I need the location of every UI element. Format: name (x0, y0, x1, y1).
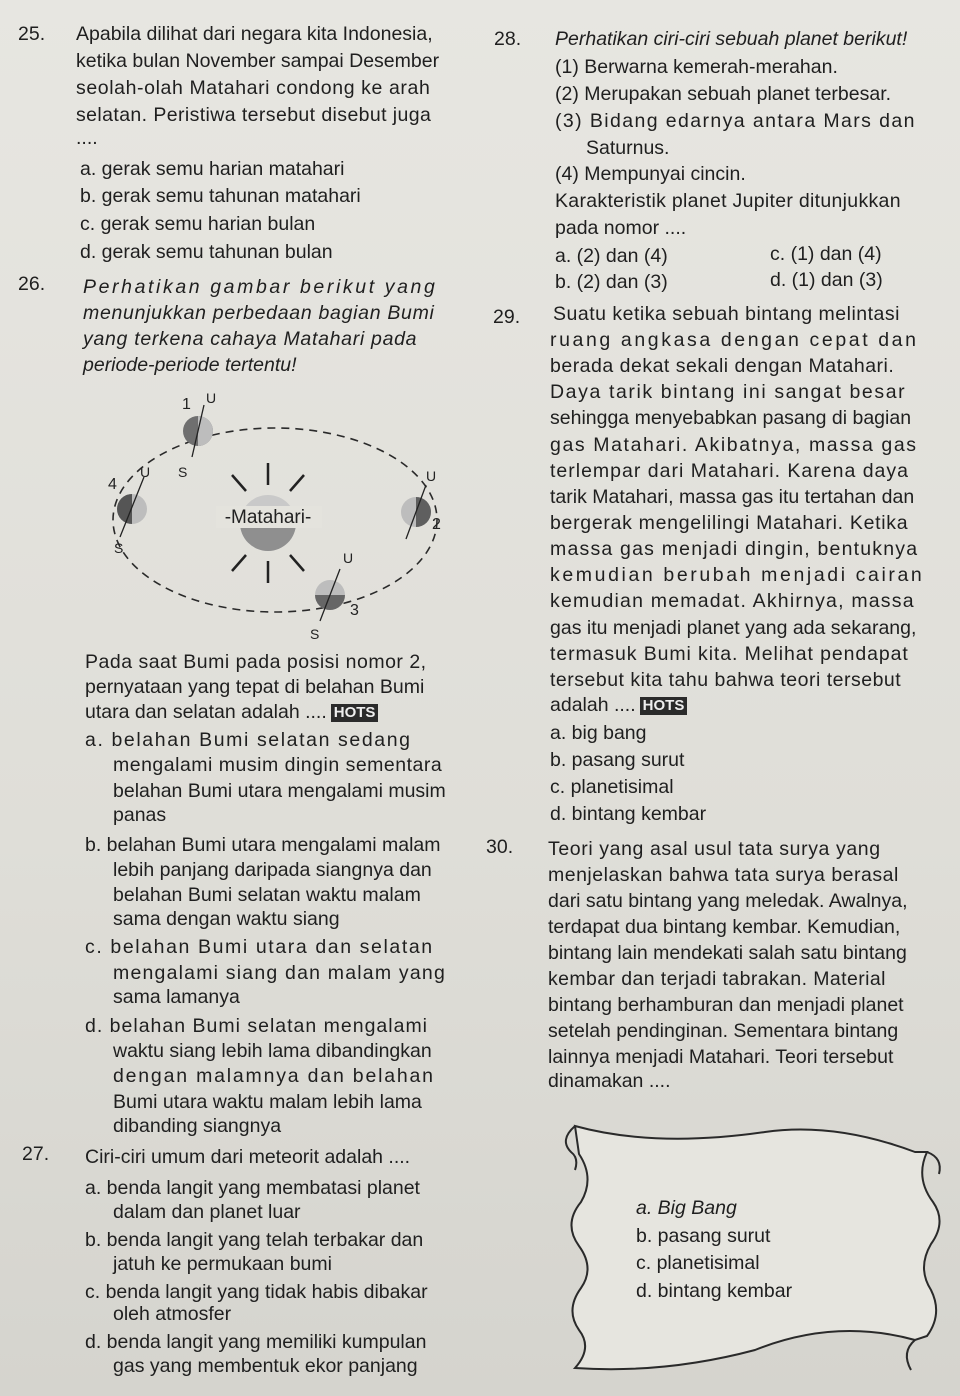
item-2: (2) Merupakan sebuah planet terbesar. (555, 83, 892, 105)
north-label: U (343, 550, 354, 566)
question-text: ruang angkasa dengan cepat dan (550, 329, 919, 351)
question-number: 29. (493, 306, 521, 328)
option-a[interactable]: a. gerak semu harian matahari (80, 158, 345, 180)
option-line: dalam dan planet luar (113, 1201, 301, 1223)
question-text: massa gas menjadi dingin, bentuknya (550, 538, 919, 560)
option-b[interactable]: b. gerak semu tahunan matahari (80, 185, 361, 207)
question-text: Daya tarik bintang ini sangat besar (550, 381, 907, 403)
south-label: S (178, 464, 188, 480)
item-3: (3) Bidang edarnya antara Mars dan (555, 110, 916, 132)
option-c[interactable]: c. (1) dan (4) (770, 243, 882, 265)
option-line: oleh atmosfer (113, 1303, 232, 1325)
option-line: belahan Bumi selatan waktu malam (113, 884, 421, 906)
earth-position-2 (401, 468, 441, 539)
option-a[interactable]: a. (2) dan (4) (555, 245, 668, 267)
position-number: 3 (350, 602, 359, 619)
option-a[interactable]: a. big bang (550, 722, 647, 744)
question-text: kemudian memadat. Akhirnya, massa (550, 590, 915, 612)
option-line: c. benda langit yang tidak habis dibakar (85, 1281, 428, 1303)
question-text (550, 693, 687, 718)
option-line: waktu siang lebih lama dibandingkan (113, 1040, 432, 1062)
option-c[interactable]: c. gerak semu harian bulan (80, 213, 316, 235)
question-text: bintang berhamburan dan menjadi planet (548, 994, 904, 1016)
option-b[interactable]: b. pasang surut (636, 1225, 771, 1247)
question-text: gas Matahari. Akibatnya, massa gas (550, 434, 918, 456)
option-line: b. benda langit yang telah terbakar dan (85, 1229, 424, 1251)
question-text-line: adalah .... (550, 694, 636, 716)
question-text: Apabila dilihat dari negara kita Indonesia, (76, 23, 433, 45)
option-b[interactable]: b. pasang surut (550, 749, 685, 771)
question-text: Karakteristik planet Jupiter ditunjukkan (555, 190, 901, 212)
question-text: Pada saat Bumi pada posisi nomor 2, (85, 651, 427, 673)
question-text: lainnya menjadi Matahari. Teori tersebut (548, 1046, 894, 1068)
earth-position-3 (310, 550, 359, 642)
question-text: termasuk Bumi kita. Melihat pendapat (550, 643, 909, 665)
north-label: U (426, 468, 437, 484)
option-line: dengan malamnya dan belahan (113, 1065, 435, 1087)
question-text: bergerak mengelilingi Matahari. Ketika (550, 512, 909, 534)
question-text: Suatu ketika sebuah bintang melintasi (553, 303, 900, 325)
question-text: selatan. Peristiwa tersebut disebut juga (76, 104, 432, 126)
option-c[interactable]: c. planetisimal (636, 1252, 760, 1274)
option-line: dibanding siangnya (113, 1115, 282, 1137)
sun-label: -Matahari- (224, 507, 312, 528)
question-text-line: utara dan selatan adalah .... (85, 701, 327, 723)
option-line: lebih panjang daripada siangnya dan (113, 859, 432, 881)
question-text: berada dekat sekali dengan Matahari. (550, 355, 895, 377)
question-text: periode-periode tertentu! (83, 354, 297, 376)
question-number: 25. (18, 23, 46, 45)
option-d[interactable]: d. gerak semu tahunan bulan (80, 241, 333, 263)
question-text: dinamakan .... (548, 1070, 671, 1092)
option-line: gas yang membentuk ekor panjang (113, 1355, 418, 1377)
option-line: a. belahan Bumi selatan sedang (85, 729, 412, 751)
option-line: mengalami siang dan malam yang (113, 962, 446, 984)
hots-badge: HOTS (640, 697, 688, 715)
earth-orbit-diagram (100, 385, 480, 650)
question-text: seolah-olah Matahari condong ke arah (76, 77, 431, 99)
question-text: yang terkena cahaya Matahari pada (83, 328, 418, 350)
option-line: d. belahan Bumi selatan mengalami (85, 1015, 429, 1037)
question-number: 26. (18, 273, 46, 295)
question-text: kembar dan terjadi tabrakan. Material (548, 968, 886, 990)
question-text: bintang lain mendekati salah satu bintang (548, 942, 907, 964)
option-a[interactable]: a. Big Bang (636, 1197, 737, 1219)
earth-position-4 (108, 464, 187, 556)
option-line: mengalami musim dingin sementara (113, 754, 443, 776)
option-line: a. benda langit yang membatasi planet (85, 1177, 420, 1199)
option-line: Bumi utara waktu malam lebih lama (113, 1091, 422, 1113)
option-line: c. belahan Bumi utara dan selatan (85, 936, 434, 958)
question-text: Ciri-ciri umum dari meteorit adalah .... (85, 1146, 411, 1168)
option-line: sama dengan waktu siang (113, 908, 340, 930)
south-label: S (310, 626, 320, 642)
option-line: d. benda langit yang memiliki kumpulan (85, 1331, 427, 1353)
question-text: gas itu menjadi planet yang ada sekarang, (550, 617, 917, 639)
item-1: (1) Berwarna kemerah-merahan. (555, 56, 838, 78)
option-line: belahan Bumi utara mengalami musim (113, 780, 446, 802)
question-text: terdapat dua bintang kembar. Kemudian, (548, 916, 901, 938)
question-text: setelah pendinginan. Sementara bintang (548, 1020, 899, 1042)
north-label: U (140, 464, 151, 480)
option-d[interactable]: d. bintang kembar (636, 1280, 793, 1302)
question-text: sehingga menyebabkan pasang di bagian (550, 407, 912, 429)
earth-position-1 (182, 390, 216, 457)
question-text: dari satu bintang yang meledak. Awalnya, (548, 890, 908, 912)
item-4: (4) Mempunyai cincin. (555, 163, 746, 185)
option-c[interactable]: c. planetisimal (550, 776, 674, 798)
position-number: 4 (108, 476, 117, 493)
position-number: 1 (182, 396, 191, 413)
option-d[interactable]: d. (1) dan (3) (770, 269, 883, 291)
item-3-continued: Saturnus. (586, 137, 670, 159)
question-text (85, 700, 378, 725)
south-label: S (114, 540, 124, 556)
option-d[interactable]: d. bintang kembar (550, 803, 707, 825)
question-text: menjelaskan bahwa tata surya berasal (548, 864, 899, 886)
question-text: terlempar dari Matahari. Karena daya (550, 460, 909, 482)
question-number: 27. (22, 1143, 50, 1165)
question-number: 30. (486, 836, 514, 858)
question-text: Teori yang asal usul tata surya yang (548, 838, 881, 860)
north-label: U (206, 390, 217, 406)
question-text: Perhatikan gambar berikut yang (83, 276, 438, 298)
question-text: tersebut kita tahu bahwa teori tersebut (550, 669, 902, 691)
position-number: 2 (432, 516, 441, 533)
question-text: kemudian berubah menjadi cairan (550, 564, 925, 586)
question-text: ketika bulan November sampai Desember (76, 50, 440, 72)
question-text: Perhatikan ciri-ciri sebuah planet berikut! (555, 28, 908, 50)
option-line: b. belahan Bumi utara mengalami malam (85, 834, 441, 856)
option-line: jatuh ke permukaan bumi (113, 1253, 332, 1275)
option-line: panas (113, 804, 167, 826)
option-b[interactable]: b. (2) dan (3) (555, 271, 668, 293)
question-number: 28. (494, 28, 522, 50)
question-text: pada nomor .... (555, 217, 687, 239)
question-text: .... (76, 127, 98, 149)
option-line: sama lamanya (113, 986, 240, 1008)
question-text: tarik Matahari, massa gas itu tertahan dan (550, 486, 915, 508)
question-text: menunjukkan perbedaan bagian Bumi (83, 302, 435, 324)
hots-badge: HOTS (331, 704, 379, 722)
question-text: pernyataan yang tepat di belahan Bumi (85, 676, 425, 698)
